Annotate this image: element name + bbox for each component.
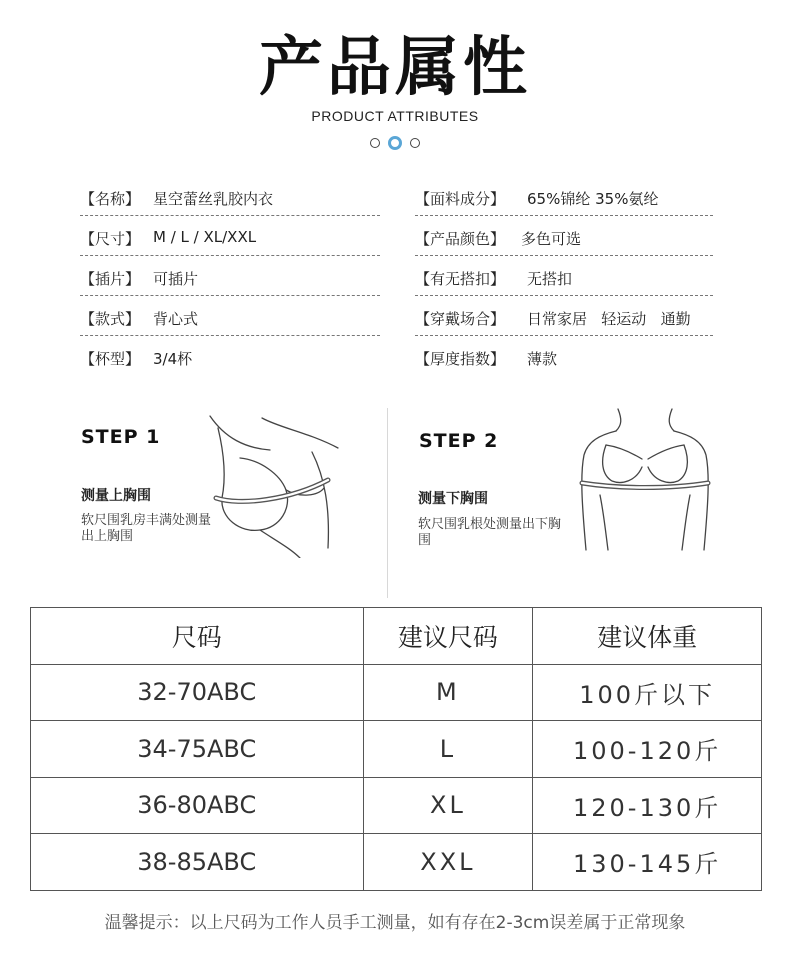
table-cell: 100斤以下 [533, 664, 762, 721]
page-subtitle: PRODUCT ATTRIBUTES [311, 108, 479, 124]
attr-style-row [80, 296, 380, 336]
attr-thickness-row [415, 336, 713, 376]
attr-value: 65%锦纶 35%氨纶 [527, 190, 659, 208]
measurement-note: 温馨提示：以上尺码为工作人员手工测量，如有存在2-3cm误差属于正常现象 [104, 913, 686, 933]
step2-title: STEP 2 [419, 430, 499, 452]
attr-label: 【插片】 [80, 270, 141, 288]
dot-icon [370, 138, 380, 148]
step1-title: STEP 1 [81, 426, 161, 448]
attr-occasion-row [415, 296, 713, 336]
steps-divider [387, 408, 388, 598]
table-header-cell: 建议尺码 [363, 608, 533, 665]
table-cell: XXL [363, 834, 533, 891]
table-row [31, 664, 762, 721]
attr-fabric-row [415, 176, 713, 216]
attr-label: 【尺寸】 [80, 230, 141, 248]
table-cell: M [363, 664, 533, 721]
table-row [31, 721, 762, 778]
attr-value: 薄款 [527, 350, 558, 368]
attr-label: 【有无搭扣】 [415, 270, 506, 288]
step1-heading: 测量上胸围 [81, 488, 151, 504]
attr-label: 【名称】 [80, 190, 141, 208]
table-cell: 36-80ABC [31, 777, 364, 834]
table-cell: 38-85ABC [31, 834, 364, 891]
page-title: 产品属性 [259, 30, 531, 105]
table-cell: XL [363, 777, 533, 834]
attr-value: 多色可选 [521, 230, 582, 248]
pagination-dots [0, 136, 790, 150]
dot-icon [410, 138, 420, 148]
front-underbust-figure-icon [570, 405, 720, 555]
side-bust-figure-icon [200, 408, 360, 558]
attr-value: 3/4杯 [153, 350, 193, 368]
active-dot-icon [388, 136, 402, 150]
attr-name-row [80, 176, 380, 216]
attr-label: 【穿戴场合】 [415, 310, 506, 328]
attr-value: M / L / XL/XXL [153, 228, 257, 246]
attr-value: 可插片 [153, 270, 199, 288]
table-cell: 32-70ABC [31, 664, 364, 721]
attr-color-row [415, 216, 713, 256]
table-header-cell: 尺码 [31, 608, 364, 665]
table-row [31, 834, 762, 891]
attr-clasp-row [415, 256, 713, 296]
size-table [30, 607, 762, 891]
attr-value: 背心式 [153, 310, 199, 328]
attr-cup-row [80, 336, 380, 376]
table-cell: 34-75ABC [31, 721, 364, 778]
attr-label: 【厚度指数】 [415, 350, 506, 368]
table-header-row [31, 608, 762, 665]
attr-label: 【面料成分】 [415, 190, 506, 208]
attr-label: 【款式】 [80, 310, 141, 328]
step2-description: 软尺围乳根处测量出下胸围 [418, 517, 562, 548]
table-row [31, 777, 762, 834]
attr-label: 【产品颜色】 [415, 230, 506, 248]
attr-value: 日常家居 轻运动 通勤 [527, 310, 691, 328]
step1-description: 软尺围乳房丰满处测量出上胸围 [81, 513, 212, 544]
attr-value: 无搭扣 [527, 270, 573, 288]
table-cell: L [363, 721, 533, 778]
attr-value: 星空蕾丝乳胶内衣 [153, 190, 274, 208]
table-cell: 120-130斤 [533, 777, 762, 834]
table-header-cell: 建议体重 [533, 608, 762, 665]
attr-insert-row [80, 256, 380, 296]
table-cell: 130-145斤 [533, 834, 762, 891]
step2-heading: 测量下胸围 [418, 491, 488, 507]
attr-size-row [80, 216, 380, 256]
attr-label: 【杯型】 [80, 350, 141, 368]
table-cell: 100-120斤 [533, 721, 762, 778]
